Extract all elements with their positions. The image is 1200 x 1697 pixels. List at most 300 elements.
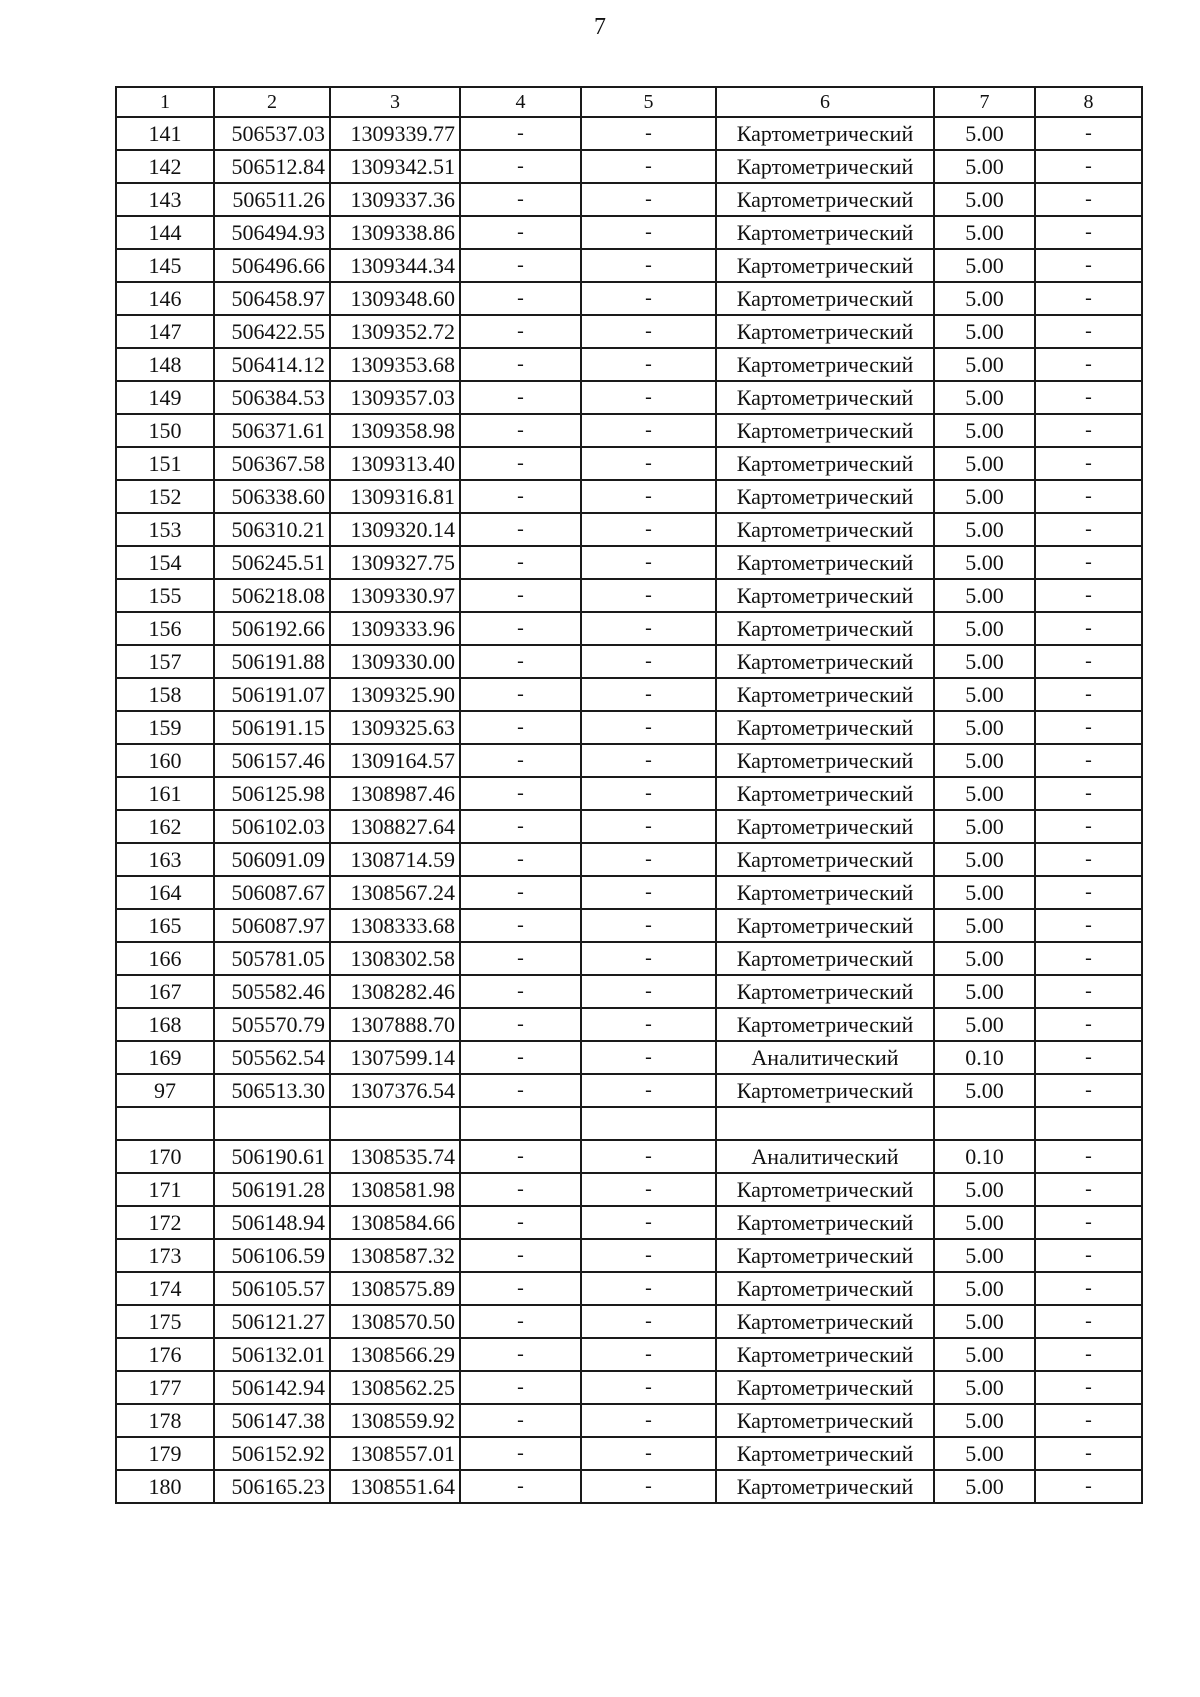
table-cell-col-4: - — [460, 678, 581, 711]
table-cell-col-1: 172 — [116, 1206, 214, 1239]
table-cell-col-3: 1309316.81 — [330, 480, 460, 513]
table-cell-col-6: Картометрический — [716, 183, 934, 216]
table-cell-col-4: - — [460, 1470, 581, 1503]
table-cell-col-5: - — [581, 1140, 716, 1173]
table-cell-col-3: 1309327.75 — [330, 546, 460, 579]
table-cell-col-3: 1308581.98 — [330, 1173, 460, 1206]
table-cell-col-2: 506147.38 — [214, 1404, 330, 1437]
table-cell-col-2: 506458.97 — [214, 282, 330, 315]
table-row — [116, 1305, 1142, 1338]
table-cell-col-7: 5.00 — [934, 678, 1035, 711]
table-cell-col-6: Картометрический — [716, 1008, 934, 1041]
table-cell-col-3: 1309164.57 — [330, 744, 460, 777]
table-cell-col-1: 159 — [116, 711, 214, 744]
table-row — [116, 1107, 1142, 1140]
table-cell-col-1: 168 — [116, 1008, 214, 1041]
table-row — [116, 1173, 1142, 1206]
table-cell-col-7: 5.00 — [934, 315, 1035, 348]
table-cell-col-6: Картометрический — [716, 1239, 934, 1272]
table-cell-col-1: 143 — [116, 183, 214, 216]
table-cell-col-7: 5.00 — [934, 1008, 1035, 1041]
table-cell-col-6: Картометрический — [716, 1173, 934, 1206]
table-cell-col-3: 1308333.68 — [330, 909, 460, 942]
table-cell-col-7: 5.00 — [934, 711, 1035, 744]
table-cell-col-2: 506142.94 — [214, 1371, 330, 1404]
table-cell-col-5: - — [581, 612, 716, 645]
table-cell-col-5: - — [581, 909, 716, 942]
table-cell-col-3: 1309313.40 — [330, 447, 460, 480]
table-cell-col-1: 158 — [116, 678, 214, 711]
table-cell-col-2: 506496.66 — [214, 249, 330, 282]
table-cell-col-7: 5.00 — [934, 1239, 1035, 1272]
table-cell-col-5: - — [581, 876, 716, 909]
table-cell-col-1: 151 — [116, 447, 214, 480]
table-row — [116, 579, 1142, 612]
table-cell-col-2 — [214, 1107, 330, 1140]
table-cell-col-8: - — [1035, 1008, 1142, 1041]
table-cell-col-7: 5.00 — [934, 1470, 1035, 1503]
table-cell-col-5: - — [581, 1404, 716, 1437]
table-cell-col-2: 506152.92 — [214, 1437, 330, 1470]
table-cell-col-7 — [934, 1107, 1035, 1140]
table-row — [116, 117, 1142, 150]
table-cell-col-3: 1309348.60 — [330, 282, 460, 315]
table-cell-col-7: 5.00 — [934, 183, 1035, 216]
table-cell-col-5: - — [581, 447, 716, 480]
table-cell-col-1: 160 — [116, 744, 214, 777]
table-cell-col-5: - — [581, 513, 716, 546]
table-cell-col-1: 150 — [116, 414, 214, 447]
table-row — [116, 183, 1142, 216]
table-cell-col-8 — [1035, 1107, 1142, 1140]
table-cell-col-8: - — [1035, 315, 1142, 348]
table-cell-col-1: 175 — [116, 1305, 214, 1338]
table-cell-col-6: Картометрический — [716, 711, 934, 744]
table-row — [116, 513, 1142, 546]
table-cell-col-1: 155 — [116, 579, 214, 612]
table-cell-col-3: 1308559.92 — [330, 1404, 460, 1437]
table-row — [116, 216, 1142, 249]
table-cell-col-5: - — [581, 1272, 716, 1305]
table-row — [116, 447, 1142, 480]
table-cell-col-6: Картометрический — [716, 1206, 934, 1239]
table-row — [116, 282, 1142, 315]
table-cell-col-7: 5.00 — [934, 1437, 1035, 1470]
table-cell-col-7: 5.00 — [934, 942, 1035, 975]
table-cell-col-2: 506384.53 — [214, 381, 330, 414]
table-row — [116, 1338, 1142, 1371]
table-cell-col-5: - — [581, 1338, 716, 1371]
table-cell-col-8: - — [1035, 1206, 1142, 1239]
table-cell-col-3: 1308557.01 — [330, 1437, 460, 1470]
table-cell-col-2: 506218.08 — [214, 579, 330, 612]
table-cell-col-7: 5.00 — [934, 744, 1035, 777]
table-cell-col-3: 1309344.34 — [330, 249, 460, 282]
table-cell-col-5: - — [581, 381, 716, 414]
table-cell-col-3: 1308566.29 — [330, 1338, 460, 1371]
table-cell-col-4: - — [460, 546, 581, 579]
column-header-5: 5 — [581, 87, 716, 117]
table-cell-col-6: Картометрический — [716, 1074, 934, 1107]
table-cell-col-4: - — [460, 513, 581, 546]
table-cell-col-3: 1309325.63 — [330, 711, 460, 744]
table-cell-col-8: - — [1035, 183, 1142, 216]
table-cell-col-6: Картометрический — [716, 1338, 934, 1371]
table-cell-col-6: Картометрический — [716, 1272, 934, 1305]
table-cell-col-5: - — [581, 1437, 716, 1470]
table-row — [116, 876, 1142, 909]
table-cell-col-3: 1309338.86 — [330, 216, 460, 249]
table-cell-col-8: - — [1035, 1140, 1142, 1173]
table-cell-col-4: - — [460, 579, 581, 612]
table-cell-col-7: 5.00 — [934, 1206, 1035, 1239]
table-cell-col-8: - — [1035, 909, 1142, 942]
table-cell-col-5: - — [581, 480, 716, 513]
table-cell-col-2: 505562.54 — [214, 1041, 330, 1074]
table-row — [116, 348, 1142, 381]
table-cell-col-4: - — [460, 1173, 581, 1206]
table-row — [116, 777, 1142, 810]
table-cell-col-2: 506192.66 — [214, 612, 330, 645]
table-cell-col-1: 180 — [116, 1470, 214, 1503]
table-row — [116, 1041, 1142, 1074]
table-cell-col-5: - — [581, 546, 716, 579]
table-cell-col-4: - — [460, 1371, 581, 1404]
table-cell-col-8: - — [1035, 1305, 1142, 1338]
table-cell-col-2: 506125.98 — [214, 777, 330, 810]
table-cell-col-8: - — [1035, 480, 1142, 513]
table-cell-col-1: 146 — [116, 282, 214, 315]
table-cell-col-5: - — [581, 843, 716, 876]
table-row — [116, 1074, 1142, 1107]
table-cell-col-1: 156 — [116, 612, 214, 645]
table-cell-col-3: 1308587.32 — [330, 1239, 460, 1272]
table-cell-col-5: - — [581, 1206, 716, 1239]
table-cell-col-4: - — [460, 150, 581, 183]
table-cell-col-6: Картометрический — [716, 480, 934, 513]
table-cell-col-8: - — [1035, 1041, 1142, 1074]
table-cell-col-7: 5.00 — [934, 546, 1035, 579]
table-cell-col-8: - — [1035, 645, 1142, 678]
table-cell-col-5: - — [581, 348, 716, 381]
column-header-2: 2 — [214, 87, 330, 117]
table-cell-col-3: 1309339.77 — [330, 117, 460, 150]
table-cell-col-5: - — [581, 678, 716, 711]
table-cell-col-4: - — [460, 1404, 581, 1437]
table-cell-col-8: - — [1035, 1470, 1142, 1503]
table-cell-col-3: 1309337.36 — [330, 183, 460, 216]
table-cell-col-1: 179 — [116, 1437, 214, 1470]
table-cell-col-4: - — [460, 1074, 581, 1107]
table-row — [116, 975, 1142, 1008]
table-cell-col-3: 1308584.66 — [330, 1206, 460, 1239]
table-cell-col-7: 5.00 — [934, 1404, 1035, 1437]
table-cell-col-3: 1309333.96 — [330, 612, 460, 645]
table-row — [116, 645, 1142, 678]
table-cell-col-5: - — [581, 1173, 716, 1206]
table-cell-col-3: 1307599.14 — [330, 1041, 460, 1074]
table-cell-col-4: - — [460, 843, 581, 876]
table-cell-col-3: 1308551.64 — [330, 1470, 460, 1503]
table-cell-col-2: 505570.79 — [214, 1008, 330, 1041]
table-cell-col-4: - — [460, 183, 581, 216]
table-cell-col-7: 0.10 — [934, 1140, 1035, 1173]
table-cell-col-2: 506338.60 — [214, 480, 330, 513]
table-cell-col-1: 169 — [116, 1041, 214, 1074]
table-body — [116, 117, 1142, 1503]
table-cell-col-3: 1308535.74 — [330, 1140, 460, 1173]
table-cell-col-4: - — [460, 645, 581, 678]
table-cell-col-2: 506371.61 — [214, 414, 330, 447]
table-row — [116, 711, 1142, 744]
table-cell-col-5: - — [581, 117, 716, 150]
table-row — [116, 1437, 1142, 1470]
table-cell-col-6: Картометрический — [716, 810, 934, 843]
table-cell-col-6: Картометрический — [716, 216, 934, 249]
table-cell-col-6: Картометрический — [716, 315, 934, 348]
table-cell-col-6: Картометрический — [716, 975, 934, 1008]
table-cell-col-5: - — [581, 942, 716, 975]
table-cell-col-8: - — [1035, 612, 1142, 645]
table-cell-col-7: 5.00 — [934, 645, 1035, 678]
table-cell-col-6: Картометрический — [716, 678, 934, 711]
table-row — [116, 1008, 1142, 1041]
table-cell-col-3: 1309330.97 — [330, 579, 460, 612]
table-cell-col-1: 170 — [116, 1140, 214, 1173]
table-cell-col-4 — [460, 1107, 581, 1140]
table-cell-col-3: 1308827.64 — [330, 810, 460, 843]
table-cell-col-3: 1309357.03 — [330, 381, 460, 414]
table-cell-col-6: Картометрический — [716, 1305, 934, 1338]
table-cell-col-4: - — [460, 1305, 581, 1338]
table-cell-col-6: Картометрический — [716, 447, 934, 480]
table-row — [116, 843, 1142, 876]
table-cell-col-1: 176 — [116, 1338, 214, 1371]
table-cell-col-4: - — [460, 249, 581, 282]
table-cell-col-2: 506105.57 — [214, 1272, 330, 1305]
table-row — [116, 414, 1142, 447]
table-cell-col-6: Картометрический — [716, 1371, 934, 1404]
table-cell-col-5: - — [581, 150, 716, 183]
table-cell-col-3 — [330, 1107, 460, 1140]
table-cell-col-3: 1309352.72 — [330, 315, 460, 348]
table-cell-col-2: 506165.23 — [214, 1470, 330, 1503]
column-header-3: 3 — [330, 87, 460, 117]
table-cell-col-5: - — [581, 249, 716, 282]
table-cell-col-2: 506157.46 — [214, 744, 330, 777]
table-cell-col-2: 506087.97 — [214, 909, 330, 942]
table-cell-col-5: - — [581, 282, 716, 315]
table-cell-col-6: Картометрический — [716, 579, 934, 612]
table-cell-col-6: Картометрический — [716, 282, 934, 315]
table-cell-col-8: - — [1035, 744, 1142, 777]
table-cell-col-6: Аналитический — [716, 1140, 934, 1173]
table-cell-col-6: Картометрический — [716, 942, 934, 975]
table-cell-col-1: 97 — [116, 1074, 214, 1107]
table-cell-col-8: - — [1035, 117, 1142, 150]
table-cell-col-8: - — [1035, 777, 1142, 810]
table-row — [116, 249, 1142, 282]
table-cell-col-2: 506191.07 — [214, 678, 330, 711]
table-cell-col-4: - — [460, 1338, 581, 1371]
table-cell-col-3: 1308562.25 — [330, 1371, 460, 1404]
table-cell-col-7: 5.00 — [934, 348, 1035, 381]
table-cell-col-7: 5.00 — [934, 1338, 1035, 1371]
table-cell-col-8: - — [1035, 975, 1142, 1008]
table-cell-col-6: Картометрический — [716, 546, 934, 579]
table-cell-col-8: - — [1035, 348, 1142, 381]
table-row — [116, 480, 1142, 513]
table-row — [116, 1470, 1142, 1503]
table-cell-col-8: - — [1035, 150, 1142, 183]
table-cell-col-6: Картометрический — [716, 843, 934, 876]
table-row — [116, 1404, 1142, 1437]
table-cell-col-7: 5.00 — [934, 414, 1035, 447]
table-cell-col-6: Картометрический — [716, 348, 934, 381]
table-cell-col-2: 506091.09 — [214, 843, 330, 876]
table-cell-col-4: - — [460, 315, 581, 348]
table-cell-col-6: Картометрический — [716, 909, 934, 942]
table-cell-col-6: Картометрический — [716, 744, 934, 777]
table-cell-col-4: - — [460, 1437, 581, 1470]
table-cell-col-2: 506190.61 — [214, 1140, 330, 1173]
table-cell-col-4: - — [460, 480, 581, 513]
table-cell-col-7: 5.00 — [934, 480, 1035, 513]
table-row — [116, 1140, 1142, 1173]
table-cell-col-5: - — [581, 1041, 716, 1074]
table-row — [116, 1239, 1142, 1272]
table-cell-col-8: - — [1035, 579, 1142, 612]
table-row — [116, 678, 1142, 711]
table-row — [116, 546, 1142, 579]
table-cell-col-5: - — [581, 183, 716, 216]
table-cell-col-7: 5.00 — [934, 381, 1035, 414]
table-cell-col-1: 141 — [116, 117, 214, 150]
table-cell-col-7: 5.00 — [934, 447, 1035, 480]
table-cell-col-6: Картометрический — [716, 249, 934, 282]
table-row — [116, 1371, 1142, 1404]
table-cell-col-3: 1309325.90 — [330, 678, 460, 711]
table-cell-col-4: - — [460, 282, 581, 315]
table-cell-col-1: 149 — [116, 381, 214, 414]
table-cell-col-8: - — [1035, 1371, 1142, 1404]
table-row — [116, 612, 1142, 645]
table-cell-col-5: - — [581, 1371, 716, 1404]
table-cell-col-6: Картометрический — [716, 876, 934, 909]
table-cell-col-4: - — [460, 975, 581, 1008]
table-cell-col-7: 5.00 — [934, 1272, 1035, 1305]
table-cell-col-8: - — [1035, 282, 1142, 315]
table-cell-col-5: - — [581, 744, 716, 777]
column-header-4: 4 — [460, 87, 581, 117]
table-cell-col-3: 1308570.50 — [330, 1305, 460, 1338]
table-cell-col-2: 506422.55 — [214, 315, 330, 348]
table-cell-col-1: 166 — [116, 942, 214, 975]
table-cell-col-2: 506191.28 — [214, 1173, 330, 1206]
table-cell-col-4: - — [460, 1140, 581, 1173]
table-cell-col-4: - — [460, 711, 581, 744]
table-cell-col-4: - — [460, 1206, 581, 1239]
table-cell-col-2: 506537.03 — [214, 117, 330, 150]
table-cell-col-1: 177 — [116, 1371, 214, 1404]
table-cell-col-7: 5.00 — [934, 843, 1035, 876]
table-cell-col-3: 1308567.24 — [330, 876, 460, 909]
table-cell-col-5: - — [581, 1305, 716, 1338]
table-cell-col-1: 171 — [116, 1173, 214, 1206]
table-cell-col-8: - — [1035, 1404, 1142, 1437]
table-cell-col-8: - — [1035, 414, 1142, 447]
table-cell-col-8: - — [1035, 843, 1142, 876]
table-cell-col-6 — [716, 1107, 934, 1140]
table-cell-col-8: - — [1035, 447, 1142, 480]
table-cell-col-3: 1308987.46 — [330, 777, 460, 810]
table-cell-col-1: 178 — [116, 1404, 214, 1437]
table-cell-col-2: 505582.46 — [214, 975, 330, 1008]
table-row — [116, 744, 1142, 777]
table-cell-col-8: - — [1035, 1272, 1142, 1305]
table-cell-col-8: - — [1035, 1239, 1142, 1272]
table-cell-col-7: 5.00 — [934, 909, 1035, 942]
table-cell-col-8: - — [1035, 513, 1142, 546]
table-cell-col-1: 174 — [116, 1272, 214, 1305]
table-cell-col-1: 163 — [116, 843, 214, 876]
table-cell-col-5: - — [581, 315, 716, 348]
table-cell-col-1: 154 — [116, 546, 214, 579]
table-cell-col-4: - — [460, 612, 581, 645]
table-cell-col-1: 147 — [116, 315, 214, 348]
table-cell-col-4: - — [460, 942, 581, 975]
table-cell-col-3: 1309330.00 — [330, 645, 460, 678]
table-cell-col-2: 505781.05 — [214, 942, 330, 975]
table-cell-col-7: 5.00 — [934, 1305, 1035, 1338]
table-row — [116, 381, 1142, 414]
column-header-6: 6 — [716, 87, 934, 117]
table-cell-col-5: - — [581, 414, 716, 447]
table-cell-col-8: - — [1035, 1338, 1142, 1371]
table-cell-col-2: 506148.94 — [214, 1206, 330, 1239]
table-cell-col-5: - — [581, 645, 716, 678]
table-cell-col-1: 164 — [116, 876, 214, 909]
table-row — [116, 150, 1142, 183]
table-cell-col-8: - — [1035, 678, 1142, 711]
table-cell-col-8: - — [1035, 876, 1142, 909]
table-cell-col-5: - — [581, 777, 716, 810]
table-cell-col-5 — [581, 1107, 716, 1140]
table-cell-col-7: 5.00 — [934, 216, 1035, 249]
table-cell-col-1: 157 — [116, 645, 214, 678]
table-cell-col-2: 506245.51 — [214, 546, 330, 579]
table-cell-col-2: 506132.01 — [214, 1338, 330, 1371]
table-cell-col-7: 5.00 — [934, 150, 1035, 183]
table-cell-col-2: 506310.21 — [214, 513, 330, 546]
table-cell-col-5: - — [581, 1008, 716, 1041]
table-cell-col-4: - — [460, 447, 581, 480]
table-cell-col-3: 1309358.98 — [330, 414, 460, 447]
table-cell-col-6: Картометрический — [716, 1470, 934, 1503]
table-cell-col-1: 173 — [116, 1239, 214, 1272]
table-cell-col-8: - — [1035, 1074, 1142, 1107]
table-cell-col-7: 5.00 — [934, 579, 1035, 612]
table-cell-col-3: 1309320.14 — [330, 513, 460, 546]
table-cell-col-5: - — [581, 975, 716, 1008]
table-cell-col-8: - — [1035, 942, 1142, 975]
table-cell-col-1 — [116, 1107, 214, 1140]
table-cell-col-5: - — [581, 711, 716, 744]
table-cell-col-3: 1308575.89 — [330, 1272, 460, 1305]
table-cell-col-5: - — [581, 810, 716, 843]
table-cell-col-5: - — [581, 1470, 716, 1503]
table-cell-col-2: 506414.12 — [214, 348, 330, 381]
